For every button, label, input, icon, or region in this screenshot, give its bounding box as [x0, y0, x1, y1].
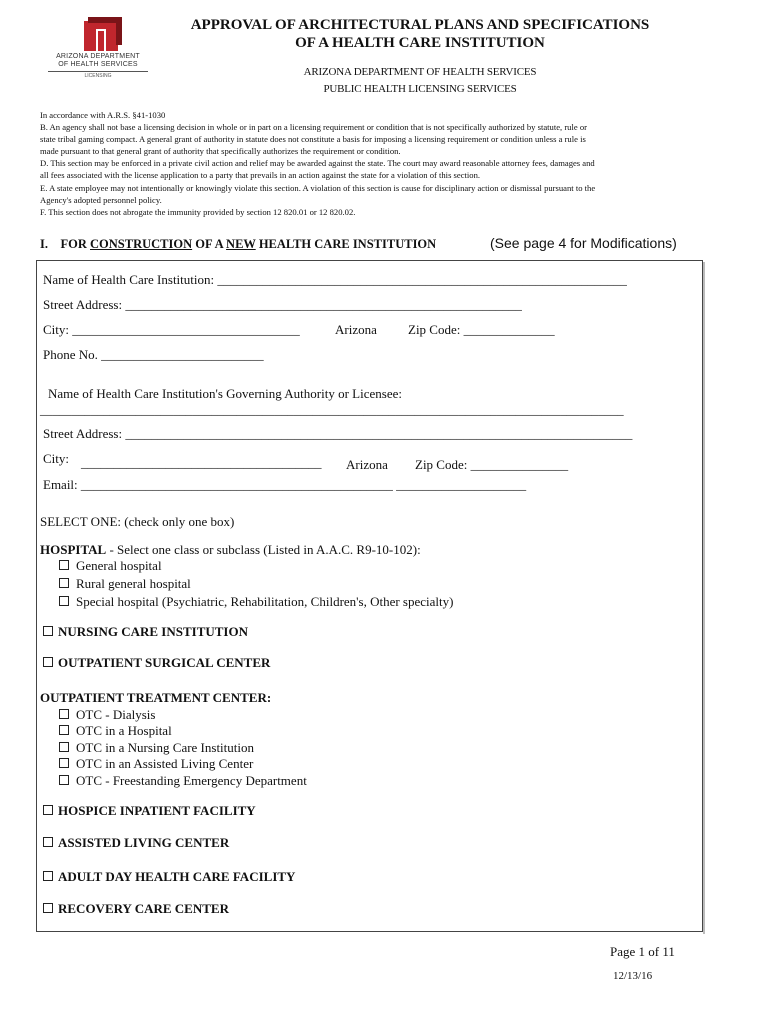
agency-line-1: ARIZONA DEPARTMENT OF HEALTH SERVICES: [303, 66, 537, 78]
agency-block: [150, 64, 690, 98]
zip-code-field[interactable]: Zip Code: ______________: [408, 322, 555, 337]
heading-underlined-new: NEW: [226, 237, 256, 251]
checkbox[interactable]: [43, 903, 53, 913]
governing-authority-field[interactable]: ____________________________________________________________________________________________: [40, 403, 624, 417]
legal-line: E. A state employee may not intentionally or knowingly violate this section. A violation of this section is cause for disciplinary action or dismissal pursuant to the: [40, 182, 596, 193]
hospital-option-rural[interactable]: [59, 576, 191, 592]
agency-line-2: PUBLIC HEALTH LICENSING SERVICES: [323, 83, 517, 95]
legal-line: B. An agency shall not base a licensing decision in whole or in part on a licensing requirement or condition that is not specifically authorized by statute, rule or: [40, 122, 587, 133]
checkbox[interactable]: [43, 837, 53, 847]
option-recovery-care[interactable]: [43, 901, 229, 917]
option-label: OUTPATIENT SURGICAL CENTER: [58, 655, 271, 670]
modifications-note: (See page 4 for Modifications): [490, 235, 677, 251]
logo-line-1: ARIZONA DEPARTMENT: [56, 53, 140, 60]
legal-line: Agency's adopted personnel policy.: [40, 194, 162, 205]
logo-divider: [48, 71, 148, 72]
legal-line: state tribal gaming compact. A general grant of authority in statute does not constitute a basis for imposing a licensing requirement or condition unless a rule is: [40, 134, 586, 145]
otc-option-dialysis[interactable]: [59, 707, 155, 723]
licensee-city-field[interactable]: _____________________________________: [81, 455, 322, 470]
option-label: HOSPICE INPATIENT FACILITY: [58, 803, 256, 818]
frame-shadow: [703, 262, 705, 934]
option-label: OTC - Dialysis: [76, 707, 156, 722]
logo-text: [48, 53, 148, 69]
checkbox[interactable]: [59, 775, 69, 785]
city-field[interactable]: City: ___________________________________: [43, 322, 300, 337]
title-line-2: OF A HEALTH CARE INSTITUTION: [295, 35, 545, 51]
legal-line: In accordance with A.R.S. §41-1030: [40, 110, 166, 120]
legal-line: F. This section does not abrogate the immunity provided by section 12 820.01 or 12 820.02.: [40, 206, 356, 217]
logo-line-2: OF HEALTH SERVICES: [58, 61, 138, 68]
option-label: RECOVERY CARE CENTER: [58, 901, 229, 916]
checkbox[interactable]: [43, 626, 53, 636]
checkbox[interactable]: [43, 871, 53, 881]
governing-authority-label: Name of Health Care Institution's Governing Authority or Licensee:: [48, 386, 402, 401]
otc-option-hospital[interactable]: [59, 723, 172, 739]
otc-option-emergency[interactable]: [59, 773, 307, 789]
heading-text: HEALTH CARE INSTITUTION: [255, 237, 437, 251]
hospital-label: HOSPITAL: [40, 542, 107, 557]
checkbox[interactable]: [59, 725, 69, 735]
licensee-zip-field[interactable]: Zip Code: _______________: [415, 457, 569, 472]
legal-notice: [40, 109, 705, 218]
street-address-field[interactable]: Street Address: _____________________________________________________________: [43, 297, 522, 312]
option-adult-day[interactable]: [43, 869, 295, 885]
option-label: OTC in an Assisted Living Center: [76, 756, 254, 771]
checkbox[interactable]: [43, 805, 53, 815]
otc-option-nursing[interactable]: [59, 740, 254, 756]
option-assisted-living[interactable]: [43, 835, 229, 851]
option-label: ASSISTED LIVING CENTER: [58, 835, 230, 850]
adhs-logo-icon: [84, 17, 122, 51]
option-nursing-care[interactable]: [43, 624, 248, 640]
option-label: Special hospital (Psychiatric, Rehabilitation, Children's, Other specialty): [76, 594, 454, 609]
otc-option-assisted-living[interactable]: [59, 756, 253, 772]
option-label: OTC in a Nursing Care Institution: [76, 740, 255, 755]
legal-line: made pursuant to that general grant of authority that specifically authorizes the requirement or condition.: [40, 146, 401, 157]
section-heading: [40, 237, 436, 252]
institution-name-field[interactable]: Name of Health Care Institution: _______________________________________________________________: [43, 272, 627, 287]
email-field[interactable]: Email: ________________________________________________ ____________________: [43, 477, 527, 492]
checkbox[interactable]: [59, 578, 69, 588]
heading-text: OF A: [192, 237, 227, 251]
checkbox[interactable]: [59, 758, 69, 768]
document-title: [150, 16, 690, 52]
otc-heading: OUTPATIENT TREATMENT CENTER:: [40, 690, 272, 705]
hospital-option-special[interactable]: [59, 594, 453, 610]
option-hospice[interactable]: [43, 803, 256, 819]
revision-date: 12/13/16: [613, 970, 653, 982]
option-label: OTC in a Hospital: [76, 723, 172, 738]
state-label: Arizona: [335, 322, 377, 337]
page-number: Page 1 of 11: [610, 944, 675, 959]
title-line-1: APPROVAL OF ARCHITECTURAL PLANS AND SPECIFICATIONS: [190, 17, 650, 33]
option-label: Rural general hospital: [76, 576, 191, 591]
checkbox[interactable]: [59, 596, 69, 606]
option-label: OTC - Freestanding Emergency Department: [76, 773, 307, 788]
checkbox[interactable]: [43, 657, 53, 667]
checkbox[interactable]: [59, 560, 69, 570]
option-label: ADULT DAY HEALTH CARE FACILITY: [58, 869, 296, 884]
licensee-city-label: City:: [43, 451, 70, 466]
hospital-heading: [40, 542, 421, 558]
section-number: I.: [40, 237, 48, 251]
heading-underlined-construction: CONSTRUCTION: [90, 237, 193, 251]
legal-line: D. This section may be enforced in a private civil action and relief may be awarded against the state. The court may award reasonable attorney fees, damages and: [40, 158, 595, 169]
heading-text: FOR: [60, 237, 91, 251]
licensee-street-address-field[interactable]: Street Address: ______________________________________________________________________________: [43, 426, 633, 441]
logo-subtitle: LICENSING: [84, 73, 112, 79]
hospital-option-general[interactable]: [59, 558, 162, 574]
select-one-prompt: SELECT ONE: (check only one box): [40, 514, 235, 529]
checkbox[interactable]: [59, 742, 69, 752]
option-label: General hospital: [76, 558, 162, 573]
option-outpatient-surgical[interactable]: [43, 655, 270, 671]
licensee-state-label: Arizona: [346, 457, 388, 472]
hospital-description: - Select one class or subclass (Listed in A.A.C. R9-10-102):: [106, 542, 421, 557]
option-label: NURSING CARE INSTITUTION: [58, 624, 248, 639]
legal-line: all fees associated with the license application to a party that prevails in an action against the state for a violation of this section.: [40, 170, 481, 181]
checkbox[interactable]: [59, 709, 69, 719]
phone-field[interactable]: Phone No. _________________________: [43, 347, 264, 362]
